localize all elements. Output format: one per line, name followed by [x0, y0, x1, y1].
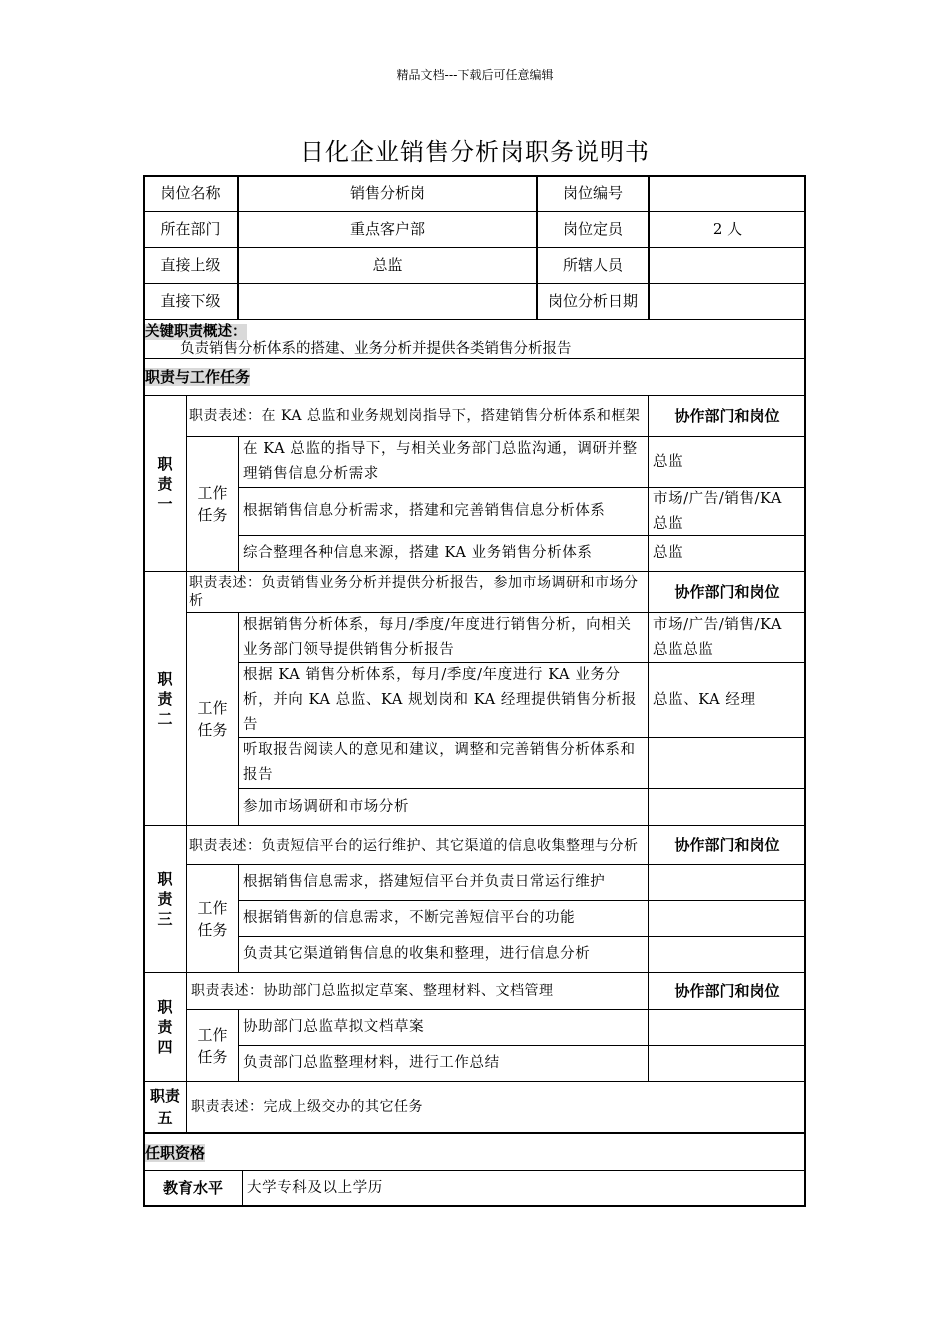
duty-4-collab-header: 协作部门和岗位 [674, 981, 780, 1000]
duty-3-task-label: 工作任务 [197, 898, 228, 939]
duty-2-task-4: 参加市场调研和市场分析 [243, 798, 410, 815]
duty-2-task-3: 听取报告阅读人的意见和建议，调整和完善销售分析体系和报告 [243, 742, 636, 783]
summary-heading: 关键职责概述： [145, 324, 247, 340]
label-position-code: 岗位编号 [562, 184, 623, 202]
duty-3-task-2: 根据销售新的信息需求，不断完善短信平台的功能 [243, 910, 576, 926]
duty-3-collab-3 [649, 937, 805, 972]
duty-5-label [144, 1082, 186, 1132]
duty-1-label [144, 396, 186, 571]
qualifications-heading: 任职资格 [145, 1144, 206, 1162]
duty-1-task-2: 根据销售信息分析需求，搭建和完善销售信息分析体系 [243, 503, 606, 519]
duty-1-label-text: 职责一 [157, 454, 173, 513]
duty-3-task-3: 负责其它渠道销售信息的收集和整理，进行信息分析 [243, 946, 591, 962]
label-headcount: 岗位定员 [562, 220, 623, 238]
value-direct-superior: 总监 [372, 256, 403, 274]
duty-1-collab-3: 总监 [653, 545, 684, 561]
education-value: 大学专科及以上学历 [247, 1180, 383, 1196]
duty-1-collab-1: 总监 [653, 453, 684, 470]
label-subordinates: 所辖人员 [562, 256, 623, 274]
duty-2-collab-2: 总监、KA 经理 [653, 691, 756, 708]
duty-5-statement: 职责表述：完成上级交办的其它任务 [191, 1099, 423, 1115]
duty-2-label-text: 职责二 [157, 669, 173, 728]
duty-2-statement: 职责表述：负责销售业务分析并提供分析报告，参加市场调研和市场分析 [189, 575, 639, 609]
duty-1-collab-2: 市场/广告/销售/KA 总监 [653, 490, 782, 532]
duty-2-collab-header: 协作部门和岗位 [674, 582, 780, 601]
summary-text: 负责销售分析体系的搭建、业务分析并提供各类销售分析报告 [180, 341, 572, 357]
duty-1-task-3: 综合整理各种信息来源，搭建 KA 业务销售分析体系 [243, 545, 593, 561]
duty-2-collab-3 [649, 738, 805, 788]
duties-heading: 职责与工作任务 [145, 368, 251, 386]
label-direct-superior: 直接上级 [160, 256, 221, 274]
duty-2-task-2: 根据 KA 销售分析体系，每月/季度/年度进行 KA 业务分析，并向 KA 总监、KA 规划岗和 KA 经理提供销售分析报告 [243, 666, 637, 733]
value-position-name: 销售分析岗 [349, 184, 425, 202]
duty-4-collab-1 [649, 1010, 805, 1045]
duty-1-task-label: 工作任务 [197, 484, 228, 524]
duty-3-label-text: 职责三 [157, 870, 173, 928]
value-subordinates [650, 248, 805, 283]
duty-3-task-1: 根据销售信息需求，搭建短信平台并负责日常运行维护 [243, 874, 606, 890]
duty-1-task-1: 在 KA 总监的指导下，与相关业务部门总监沟通，调研并整理销售信息分析需求 [243, 441, 638, 482]
duty-3-collab-header: 协作部门和岗位 [674, 835, 780, 854]
duty-2-label [144, 572, 186, 825]
value-headcount: 2 人 [712, 220, 743, 238]
watermark: 精品文档---下载后可任意编辑 [396, 68, 554, 82]
duty-3-statement: 职责表述：负责短信平台的运行维护、其它渠道的信息收集整理与分析 [189, 837, 639, 854]
duty-4-collab-2 [649, 1046, 805, 1081]
duty-4-task-1: 协助部门总监草拟文档草案 [243, 1019, 425, 1035]
duty-2-task-1: 根据销售分析体系，每月/季度/年度进行销售分析，向相关业务部门领导提供销售分析报告 [243, 616, 632, 658]
duty-3-collab-1 [649, 865, 805, 900]
duty-1-collab-header: 协作部门和岗位 [674, 406, 780, 425]
value-analysis-date [650, 284, 805, 319]
summary-block [145, 322, 247, 341]
duty-4-task-label: 工作任务 [197, 1025, 228, 1066]
value-position-code [650, 176, 805, 211]
duty-5-label-text: 职责五 [149, 1087, 180, 1127]
duty-4-label [144, 973, 186, 1081]
duty-2-task-label: 工作任务 [197, 699, 228, 739]
duty-2-collab-1: 市场/广告/销售/KA 总监总监 [653, 616, 782, 658]
value-department: 重点客户部 [349, 220, 425, 238]
page-title: 日化企业销售分析岗职务说明书 [300, 138, 650, 166]
duty-2-collab-4 [649, 789, 805, 825]
duty-4-task-2: 负责部门总监整理材料，进行工作总结 [243, 1055, 500, 1071]
duty-4-label-text: 职责四 [157, 998, 173, 1056]
label-analysis-date: 岗位分析日期 [547, 292, 638, 310]
label-direct-subordinate: 直接下级 [160, 292, 221, 310]
value-direct-subordinate [239, 284, 536, 319]
duty-3-collab-2 [649, 901, 805, 936]
label-department: 所在部门 [160, 220, 221, 238]
label-position-name: 岗位名称 [160, 184, 221, 202]
education-label: 教育水平 [162, 1179, 223, 1197]
duty-1-statement: 职责表述：在 KA 总监和业务规划岗指导下，搭建销售分析体系和框架 [189, 408, 641, 424]
duty-4-statement: 职责表述：协助部门总监拟定草案、整理材料、文档管理 [191, 983, 554, 999]
duty-3-label [144, 826, 186, 972]
